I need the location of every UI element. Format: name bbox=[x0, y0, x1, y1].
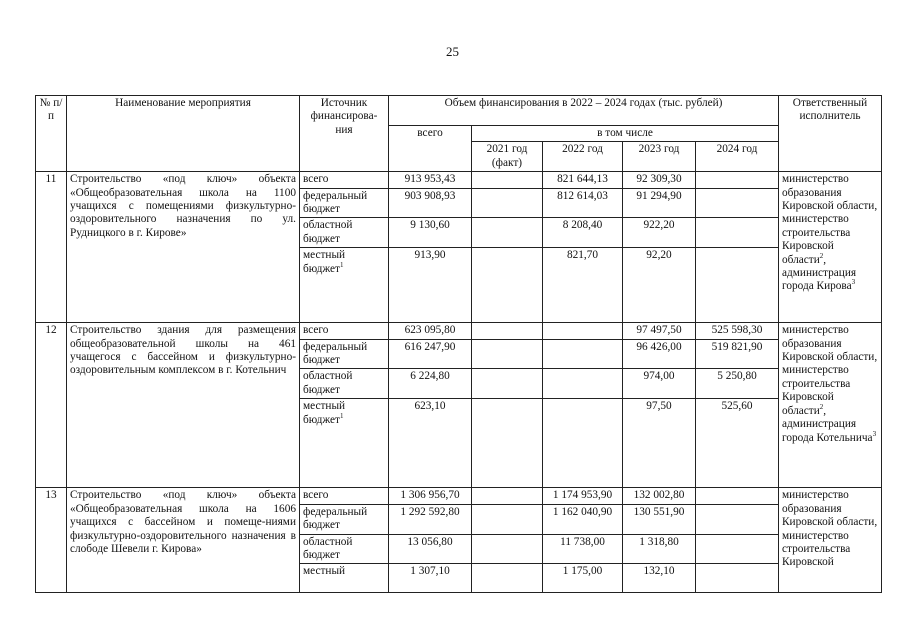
cell-2024: 519 821,90 bbox=[696, 339, 779, 369]
cell-2024 bbox=[696, 172, 779, 188]
source-label: областной бюджет bbox=[300, 534, 389, 564]
source-label: областной бюджет bbox=[300, 218, 389, 248]
header-name: Наименование мероприятия bbox=[67, 96, 300, 172]
cell-2024 bbox=[696, 218, 779, 248]
source-label bbox=[300, 248, 389, 323]
cell-2021 bbox=[472, 218, 543, 248]
responsible-text-b: , администрация города Котельнича bbox=[782, 404, 873, 444]
responsible-text-a: министерство образования Кировской области, министерство строительства Кировской области bbox=[782, 173, 878, 266]
cell-2024 bbox=[696, 188, 779, 218]
responsible-text-a: министерство образования Кировской области, министерство строительства Кировской bbox=[782, 489, 878, 569]
source-label: федеральный бюджет bbox=[300, 504, 389, 534]
cell-2021 bbox=[472, 399, 543, 488]
row-num: 11 bbox=[36, 172, 67, 323]
cell-2024 bbox=[696, 534, 779, 564]
header-num: № п/п bbox=[36, 96, 67, 172]
source-label-text: местный бюджет bbox=[303, 400, 346, 426]
responsible-sup-b: 3 bbox=[851, 278, 856, 287]
responsible-text-b: , администрация города Кирова bbox=[782, 253, 857, 293]
cell-2021 bbox=[472, 488, 543, 504]
cell-total: 623,10 bbox=[389, 399, 472, 488]
table-row bbox=[36, 488, 882, 504]
header-year-2021: 2021 год (факт) bbox=[472, 142, 543, 172]
cell-2023: 1 318,80 bbox=[623, 534, 696, 564]
row-name: Строительство «под ключ» объекта «Общеобразовательная школа на 1100 учащихся с помещениями физкультурно-оздоровительного назначения по ул. Рудницкого в г. Кирове» bbox=[67, 172, 300, 323]
cell-2023: 97,50 bbox=[623, 399, 696, 488]
source-label-sup: 1 bbox=[339, 411, 344, 420]
cell-2022: 812 614,03 bbox=[543, 188, 623, 218]
cell-total: 616 247,90 bbox=[389, 339, 472, 369]
row-num: 12 bbox=[36, 323, 67, 488]
cell-total: 913,90 bbox=[389, 248, 472, 323]
cell-2022: 1 175,00 bbox=[543, 564, 623, 593]
cell-2023: 92,20 bbox=[623, 248, 696, 323]
source-label: федеральный бюджет bbox=[300, 188, 389, 218]
cell-2022 bbox=[543, 323, 623, 339]
cell-total: 1 307,10 bbox=[389, 564, 472, 593]
cell-2024 bbox=[696, 564, 779, 593]
cell-total: 13 056,80 bbox=[389, 534, 472, 564]
cell-2021 bbox=[472, 172, 543, 188]
cell-2021 bbox=[472, 564, 543, 593]
cell-2022 bbox=[543, 339, 623, 369]
cell-2023: 130 551,90 bbox=[623, 504, 696, 534]
cell-total: 6 224,80 bbox=[389, 369, 472, 399]
cell-2022: 11 738,00 bbox=[543, 534, 623, 564]
cell-2022 bbox=[543, 399, 623, 488]
cell-2021 bbox=[472, 369, 543, 399]
source-label: всего bbox=[300, 323, 389, 339]
cell-total: 1 306 956,70 bbox=[389, 488, 472, 504]
cell-2022: 821 644,13 bbox=[543, 172, 623, 188]
cell-2024: 5 250,80 bbox=[696, 369, 779, 399]
cell-2023: 922,20 bbox=[623, 218, 696, 248]
cell-total: 913 953,43 bbox=[389, 172, 472, 188]
header-year-2024: 2024 год bbox=[696, 142, 779, 172]
source-label: всего bbox=[300, 172, 389, 188]
header-including: в том числе bbox=[472, 126, 779, 142]
cell-2024: 525 598,30 bbox=[696, 323, 779, 339]
cell-2023: 96 426,00 bbox=[623, 339, 696, 369]
cell-2024 bbox=[696, 488, 779, 504]
row-name: Строительство «под ключ» объекта «Общеобразовательная школа на 1606 учащихся с бассейном и помеще-ниями физкультурно-оздоровительного назначения в слободе Шевели г. Кирова» bbox=[67, 488, 300, 593]
cell-2024: 525,60 bbox=[696, 399, 779, 488]
row-responsible bbox=[779, 172, 882, 323]
page-number: 25 bbox=[446, 44, 459, 59]
table-row bbox=[36, 323, 882, 339]
cell-2021 bbox=[472, 339, 543, 369]
source-label bbox=[300, 399, 389, 488]
table-row bbox=[36, 172, 882, 188]
header-responsible: Ответственный исполнитель bbox=[779, 96, 882, 172]
cell-2021 bbox=[472, 248, 543, 323]
source-label: федеральный бюджет bbox=[300, 339, 389, 369]
cell-2023: 91 294,90 bbox=[623, 188, 696, 218]
cell-2022 bbox=[543, 369, 623, 399]
responsible-sup-a: 2 bbox=[819, 402, 824, 411]
responsible-sup-a: 2 bbox=[819, 251, 824, 260]
source-label: местный bbox=[300, 564, 389, 593]
cell-total: 1 292 592,80 bbox=[389, 504, 472, 534]
cell-2024 bbox=[696, 504, 779, 534]
cell-2023: 132,10 bbox=[623, 564, 696, 593]
cell-total: 623 095,80 bbox=[389, 323, 472, 339]
cell-2021 bbox=[472, 188, 543, 218]
cell-2023: 132 002,80 bbox=[623, 488, 696, 504]
header-source: Источник финансирова-ния bbox=[300, 96, 389, 172]
responsible-text-a: министерство образования Кировской области, министерство строительства Кировской области bbox=[782, 324, 878, 417]
row-num: 13 bbox=[36, 488, 67, 593]
responsible-sup-b: 3 bbox=[872, 429, 877, 438]
header-year-2023: 2023 год bbox=[623, 142, 696, 172]
row-responsible bbox=[779, 488, 882, 593]
cell-2022: 8 208,40 bbox=[543, 218, 623, 248]
cell-total: 9 130,60 bbox=[389, 218, 472, 248]
source-label: областной бюджет bbox=[300, 369, 389, 399]
header-volume: Объем финансирования в 2022 – 2024 годах (тыс. рублей) bbox=[389, 96, 779, 126]
source-label-text: местный бюджет bbox=[303, 249, 346, 275]
cell-total: 903 908,93 bbox=[389, 188, 472, 218]
cell-2021 bbox=[472, 323, 543, 339]
row-name: Строительство здания для размещения общеобразовательной школы на 461 учащегося с бассейном и физкультурно-оздоровительным комплексом в г. Котельнич bbox=[67, 323, 300, 488]
header-total: всего bbox=[389, 126, 472, 172]
cell-2022: 1 174 953,90 bbox=[543, 488, 623, 504]
source-label-sup: 1 bbox=[339, 260, 344, 269]
cell-2021 bbox=[472, 534, 543, 564]
cell-2022: 821,70 bbox=[543, 248, 623, 323]
source-label: всего bbox=[300, 488, 389, 504]
cell-2023: 97 497,50 bbox=[623, 323, 696, 339]
cell-2023: 974,00 bbox=[623, 369, 696, 399]
row-responsible bbox=[779, 323, 882, 488]
cell-2022: 1 162 040,90 bbox=[543, 504, 623, 534]
financing-table bbox=[35, 95, 882, 593]
cell-2024 bbox=[696, 248, 779, 323]
header-year-2022: 2022 год bbox=[543, 142, 623, 172]
cell-2023: 92 309,30 bbox=[623, 172, 696, 188]
cell-2021 bbox=[472, 504, 543, 534]
